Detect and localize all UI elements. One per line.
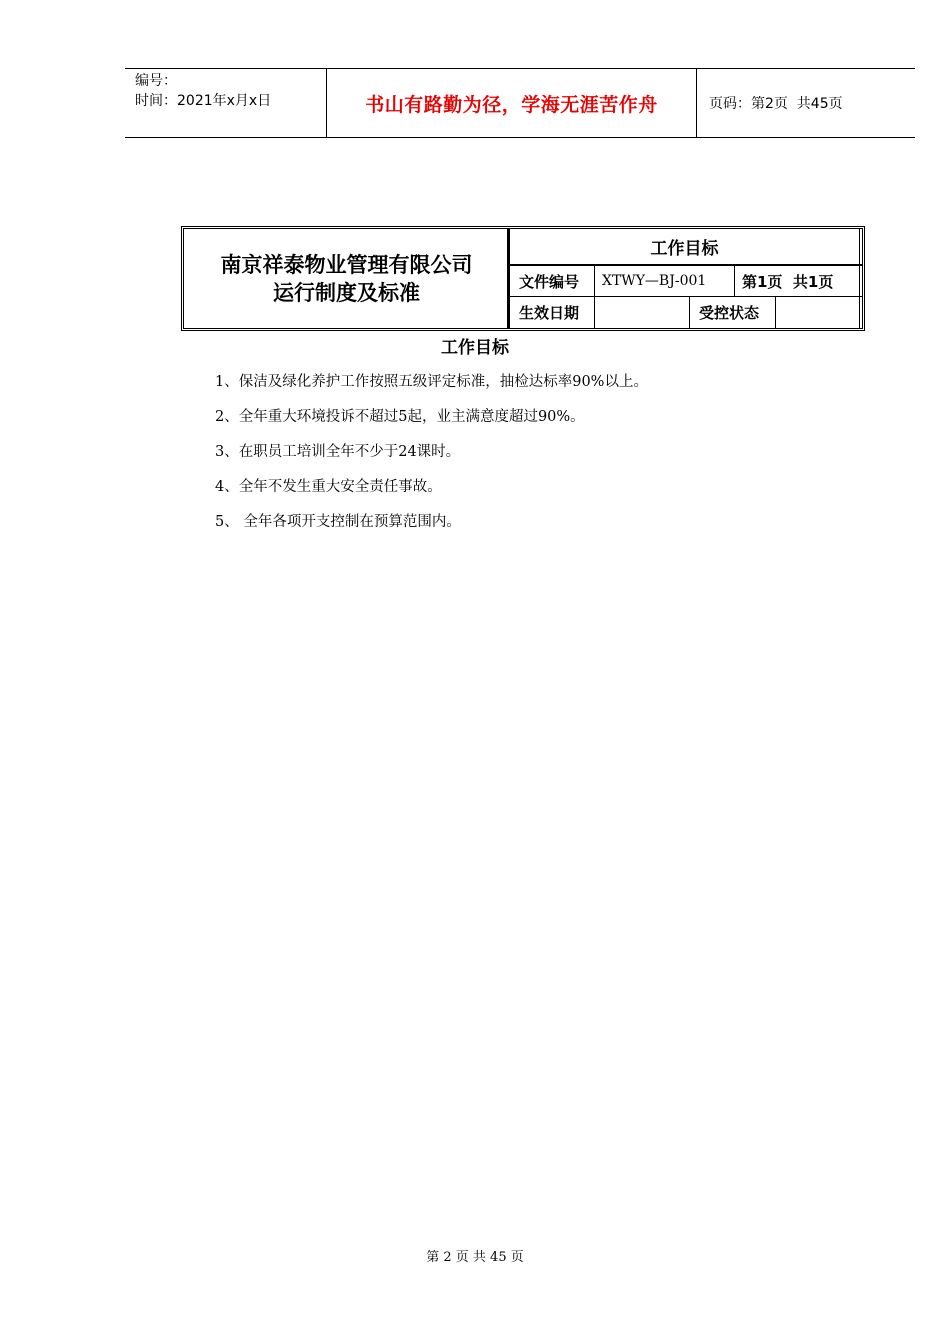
company-name-line1: 南京祥泰物业管理有限公司 [220,252,473,277]
header-meta [135,71,271,111]
header-page-info [709,69,843,137]
list-item: 3、在职员工培训全年不少于24课时。 [215,444,461,460]
table-divider [734,266,735,296]
header-time-label: 时间：2021年x月x日 [135,93,272,109]
header-motto: 书山有路勤为径，学海无涯苦作舟 [365,93,658,116]
list-item: 2、全年重大环境投诉不超过5起，业主满意度超过90%。 [215,409,585,425]
table-divider [594,266,595,328]
company-name [184,229,509,328]
table-divider [775,297,776,328]
table-doc-title: 工作目标 [650,239,719,259]
table-page-value: 第1页 共1页 [742,272,834,291]
control-status-label: 受控状态 [699,304,760,322]
page-header [125,68,915,138]
list-item: 5、 全年各项开支控制在预算范围内。 [215,514,461,530]
page-footer: 第 2 页 共 45 页 [426,1250,524,1265]
table-divider [689,297,690,328]
section-title: 工作目标 [441,338,509,358]
header-number-label: 编号： [135,73,177,89]
file-number-label: 文件编号 [519,272,580,291]
effective-date-label: 生效日期 [519,304,580,322]
goals-list [215,368,648,543]
table-divider [859,229,860,328]
list-item: 1、保洁及绿化养护工作按照五级评定标准，抽检达标率90%以上。 [215,374,648,390]
list-item: 4、全年不发生重大安全责任事故。 [215,479,442,495]
header-page-info-text: 页码：第2页 共45页 [709,96,843,112]
file-number-value: XTWY—BJ-001 [602,273,707,289]
document-control-table [181,226,865,331]
company-name-line2: 运行制度及标准 [273,280,420,305]
header-divider [696,69,697,137]
